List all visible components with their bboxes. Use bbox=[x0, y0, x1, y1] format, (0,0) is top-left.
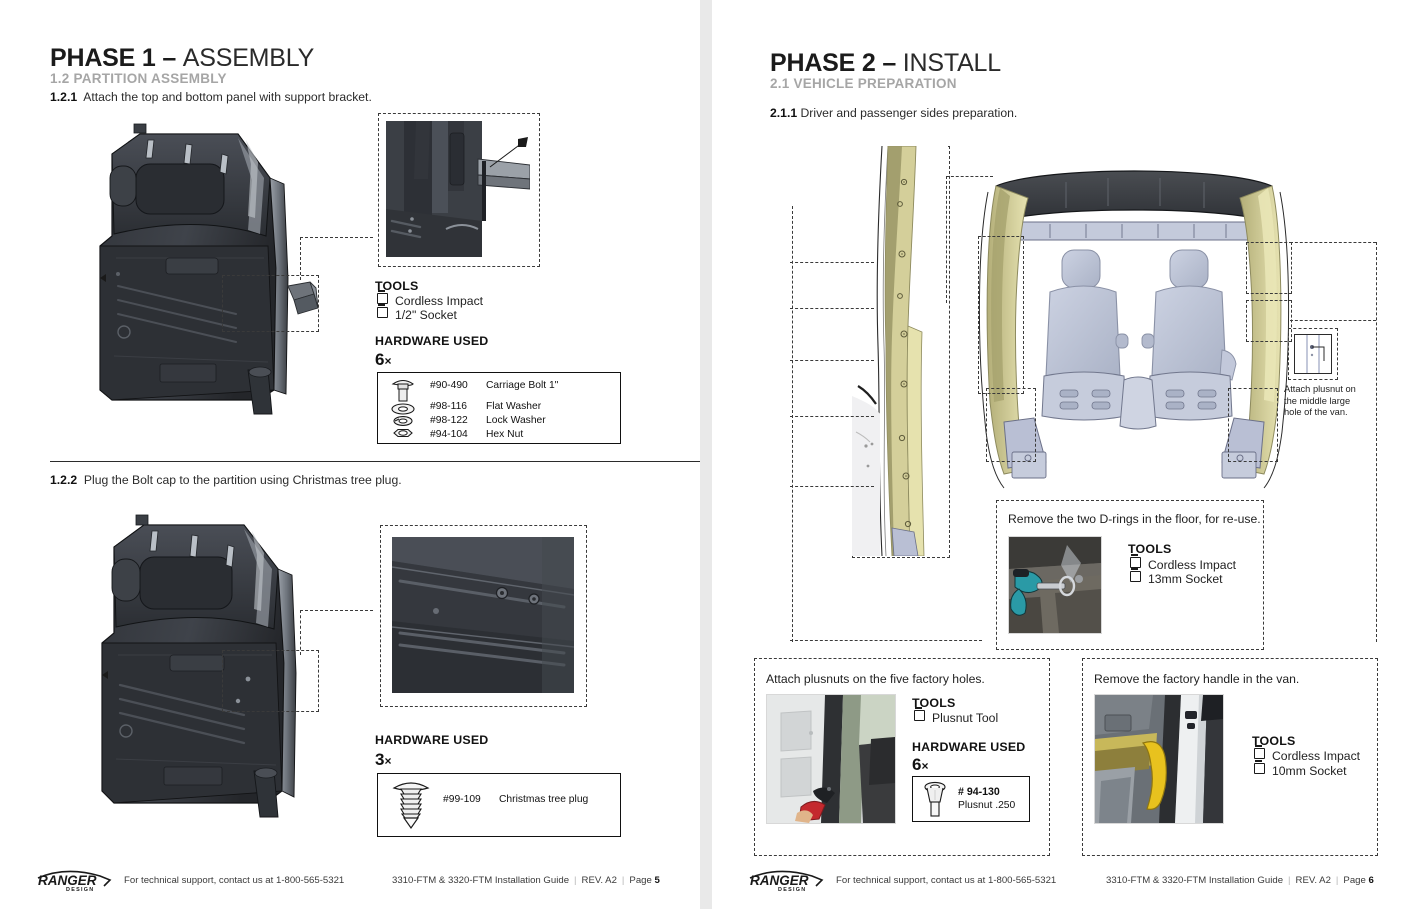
part-name: Christmas tree plug bbox=[499, 794, 589, 805]
detail-leader-2 bbox=[300, 610, 373, 655]
footer-guide-name: 3310-FTM & 3320-FTM Installation Guide bbox=[392, 875, 570, 886]
detail-callout-box-1 bbox=[222, 275, 319, 332]
plusnut-caption: Attach plusnuts on the five factory holes. bbox=[766, 672, 985, 686]
footer-support-text: For technical support, contact us at 1-800-565-5321 bbox=[836, 875, 1057, 886]
ranger-design-logo bbox=[748, 866, 830, 892]
bracket-detail-image bbox=[386, 121, 530, 257]
van-right-highlight-2 bbox=[1246, 300, 1292, 342]
d-ring-tool-1 bbox=[1130, 557, 1236, 572]
qty-number: 3 bbox=[375, 750, 385, 769]
plusnut-hole-inset-image bbox=[1294, 334, 1332, 374]
tools-heading-1: TOOLS bbox=[375, 279, 419, 293]
tool-label: 1/2" Socket bbox=[395, 308, 457, 322]
hardware-row bbox=[430, 401, 541, 412]
van-right-highlight-1 bbox=[1246, 242, 1292, 294]
detail-callout-box-2 bbox=[222, 650, 319, 712]
divider: | bbox=[621, 875, 625, 886]
part-number: #99-109 bbox=[443, 794, 481, 805]
checkbox-icon[interactable] bbox=[377, 293, 388, 304]
page-right bbox=[712, 0, 1414, 909]
pillar-leader-foot bbox=[790, 640, 982, 643]
hardware-icons-1 bbox=[385, 376, 425, 438]
part-name: Flat Washer bbox=[486, 401, 542, 412]
footer-meta bbox=[1106, 875, 1374, 886]
checkbox-icon[interactable] bbox=[1254, 763, 1265, 774]
factory-handle-tool-2 bbox=[1254, 763, 1347, 778]
part-name: Carriage Bolt 1" bbox=[486, 380, 559, 391]
ranger-design-logo bbox=[36, 866, 118, 892]
tool-label: Cordless Impact bbox=[1272, 749, 1361, 763]
plusnut-tool-1 bbox=[914, 710, 998, 725]
footer-page-label: Page bbox=[1343, 875, 1366, 886]
tool-item-half-inch-socket bbox=[377, 307, 457, 322]
footer-page-number: 6 bbox=[1368, 875, 1374, 886]
footer-support-text: For technical support, contact us at 1-800-565-5321 bbox=[124, 875, 345, 886]
page-left bbox=[0, 0, 700, 909]
divider: | bbox=[1335, 875, 1339, 886]
checkbox-icon[interactable] bbox=[377, 307, 388, 318]
plusnut-callout-note: Attach plusnut on the middle large hole of the van. bbox=[1284, 384, 1356, 418]
step-number: 1.2.1 bbox=[50, 90, 78, 104]
part-number: #98-122 bbox=[430, 415, 468, 426]
hardware-qty-2 bbox=[375, 750, 391, 770]
footer-page-label: Page bbox=[629, 875, 652, 886]
tool-label: Cordless Impact bbox=[395, 294, 484, 308]
section-title: 2.1 VEHICLE PREPARATION bbox=[770, 76, 957, 91]
hardware-row bbox=[443, 794, 588, 805]
tool-label: 10mm Socket bbox=[1272, 764, 1347, 778]
checkbox-icon[interactable] bbox=[1130, 557, 1141, 568]
footer-revision: REV. A2 bbox=[1295, 875, 1331, 886]
qty-number: 6 bbox=[375, 350, 385, 369]
svg-text:DESIGN: DESIGN bbox=[778, 887, 807, 892]
hardware-row bbox=[430, 429, 523, 440]
step-1-2-1 bbox=[50, 90, 372, 104]
hardware-qty-1 bbox=[375, 350, 391, 370]
step-text: Attach the top and bottom panel with support bracket. bbox=[83, 90, 372, 104]
plusnut-part-name: Plusnut .250 bbox=[958, 800, 1016, 811]
qty-multiplier: × bbox=[384, 354, 392, 368]
plusnut-part-number: # 94-130 bbox=[958, 786, 1000, 798]
step-2-1-1 bbox=[770, 106, 1017, 120]
factory-handle-caption: Remove the factory handle in the van. bbox=[1094, 672, 1300, 686]
tool-label: Plusnut Tool bbox=[932, 711, 999, 725]
tool-label: 13mm Socket bbox=[1148, 572, 1223, 586]
plusnut-qty bbox=[912, 755, 928, 775]
phase-name: ASSEMBLY bbox=[182, 44, 315, 72]
detail-leader-1 bbox=[300, 237, 373, 280]
footer-revision: REV. A2 bbox=[581, 875, 617, 886]
footer-meta bbox=[392, 875, 660, 886]
qty-multiplier: × bbox=[384, 754, 392, 768]
pillar-leader-3 bbox=[790, 308, 874, 361]
hardware-heading-1: HARDWARE USED bbox=[375, 334, 489, 348]
part-name: Lock Washer bbox=[486, 415, 546, 426]
part-number: #94-104 bbox=[430, 429, 468, 440]
page-title bbox=[770, 49, 1001, 78]
pillar-leader-5 bbox=[790, 416, 874, 487]
d-ring-caption: Remove the two D-rings in the floor, for re-use. bbox=[1008, 512, 1261, 526]
step-text: Driver and passenger sides preparation. bbox=[800, 106, 1018, 120]
d-ring-removal-photo bbox=[1008, 536, 1102, 634]
checkbox-icon[interactable] bbox=[914, 710, 925, 721]
part-name: Hex Nut bbox=[486, 429, 524, 440]
factory-handle-tool-1 bbox=[1254, 748, 1360, 763]
tool-item-cordless-impact bbox=[377, 293, 483, 308]
phase-name: INSTALL bbox=[902, 49, 1001, 77]
checkbox-icon[interactable] bbox=[1254, 748, 1265, 759]
plusnut-install-photo bbox=[766, 694, 896, 824]
qty-multiplier: × bbox=[921, 759, 929, 773]
plusnut-icon bbox=[920, 780, 950, 818]
hardware-row bbox=[430, 380, 558, 391]
phase-label: PHASE 1 – bbox=[50, 44, 183, 72]
van-left-pillar-highlight bbox=[978, 236, 1024, 394]
plusnut-hardware-heading: HARDWARE USED bbox=[912, 740, 1026, 754]
factory-handle-photo bbox=[1094, 694, 1224, 824]
qty-number: 6 bbox=[912, 755, 922, 774]
step-1-2-2 bbox=[50, 473, 402, 487]
van-right-leader-a bbox=[1290, 242, 1376, 245]
van-right-leader-b bbox=[1290, 320, 1376, 323]
divider: | bbox=[1288, 875, 1291, 886]
hardware-row bbox=[430, 415, 546, 426]
page-title bbox=[50, 44, 314, 73]
svg-text:DESIGN: DESIGN bbox=[66, 887, 95, 892]
bolt-cap-detail-image bbox=[392, 537, 574, 693]
section-divider bbox=[50, 461, 700, 462]
divider: | bbox=[574, 875, 577, 886]
christmas-tree-plug-icon bbox=[390, 778, 432, 830]
phase-label: PHASE 2 – bbox=[770, 49, 903, 77]
tool-label: Cordless Impact bbox=[1148, 558, 1237, 572]
d-ring-tools-heading: TOOLS bbox=[1128, 542, 1172, 556]
plusnut-tools-heading: TOOLS bbox=[912, 696, 956, 710]
section-title: 1.2 PARTITION ASSEMBLY bbox=[50, 71, 227, 86]
part-number: #98-116 bbox=[430, 401, 468, 412]
svg-text:RANGER: RANGER bbox=[750, 873, 809, 888]
checkbox-icon[interactable] bbox=[1130, 571, 1141, 582]
pillar-leader-4 bbox=[790, 360, 874, 417]
footer-guide-name: 3310-FTM & 3320-FTM Installation Guide bbox=[1106, 875, 1284, 886]
pillar-leader-2 bbox=[790, 262, 874, 309]
part-number: #90-490 bbox=[430, 380, 468, 391]
footer-page-number: 5 bbox=[654, 875, 660, 886]
step-number: 2.1.1 bbox=[770, 106, 798, 120]
pillar-leader-1 bbox=[790, 218, 874, 263]
d-ring-tool-2 bbox=[1130, 571, 1223, 586]
factory-handle-tools-heading: TOOLS bbox=[1252, 734, 1296, 748]
step-number: 1.2.2 bbox=[50, 473, 78, 487]
van-right-leader-spine bbox=[1374, 242, 1377, 642]
van-right-bracket-highlight bbox=[1228, 388, 1278, 462]
step-text: Plug the Bolt cap to the partition using Christmas tree plug. bbox=[83, 473, 402, 487]
svg-text:RANGER: RANGER bbox=[38, 873, 97, 888]
pillar-leader-spine bbox=[790, 206, 793, 642]
van-left-bracket-highlight bbox=[986, 388, 1036, 462]
hardware-heading-2: HARDWARE USED bbox=[375, 733, 489, 747]
